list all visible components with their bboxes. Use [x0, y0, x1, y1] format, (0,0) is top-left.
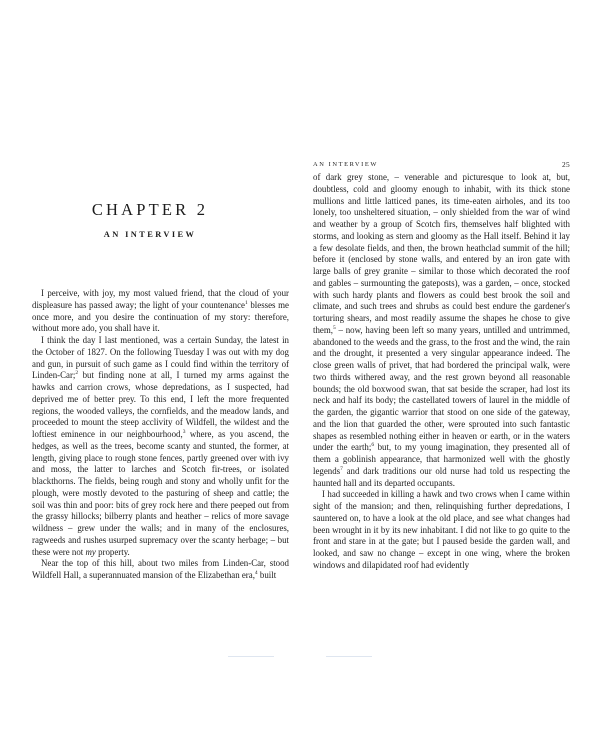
text-run: but finding none at all, I turned my arms against the hawks and carrion crows, whose depredations, as I suspected, had deprived me of better prey. To this end, I left the more frequented regions, the wooded valleys, the cornfields, and the meadow lands, and proceeded to mount the steep acclivity of Wildfell, the wildest and the loftiest eminence in our neighbourhood, — [32, 370, 289, 439]
text-run: blesses me once more, and you desire the continuation of my story: therefore, without more ado, you shall have it. — [32, 299, 289, 334]
emphasis-text: my — [85, 546, 96, 557]
footnote-marker: 3 — [182, 429, 186, 436]
text-run: Near the top of this hill, about two miles from Linden-Car, stood Wildfell Hall, a superannuated mansion of the Elizabethan era, — [32, 558, 289, 580]
footnote-marker: 1 — [244, 299, 248, 306]
text-run: I perceive, with joy, my most valued friend, that the cloud of your displeasure has passed away; the light of your countenance — [32, 288, 289, 310]
running-head: AN INTERVIEW — [313, 161, 379, 168]
left-page-body — [32, 288, 289, 582]
footnote-marker: 5 — [332, 324, 336, 331]
paragraph — [32, 335, 289, 558]
text-run: and dark traditions our old nurse had told us respecting the haunted hall and its departed occupants. — [313, 465, 570, 488]
text-run: of dark grey stone, – venerable and picturesque to look at, but, doubtless, cold and gloomy enough to inhabit, with its thick stone mullions and little latticed panes, its time-eaten airholes, and its too lonely, too unsheltered situation, – only shielded from the war of wind and weather by a group of Scotch firs, themselves half blighted with storms, and looking as stern and gloomy as the Hall itself. Behind it lay a few desolate fields, and then, the brown heathclad summit of the hill; before it (enclosed by stone walls, and entered by an iron gate with large balls of grey granite – similar to those which decorated the roof and gables – surmounting the gateposts), was a garden, – once, stocked with such hardy plants and flowers as could best brook the soil and climate, and such trees and shrubs as could best endure the gardener's torturing shears, and most readily assume the shapes he chose to give them, — [313, 172, 570, 335]
text-run: I had succeeded in killing a hawk and two crows when I came within sight of the mansion; and then, relinquishing further depredations, I sauntered on, to have a look at the old place, and see what changes had been wrought in it by its new inhabitant. I did not like to go quite to the front and stare in at the gate; but I paused beside the garden wall, and looked, and saw no change – except in one wing, where the broken windows and dilapidated roof had evidently — [313, 489, 570, 570]
scan-artifact-line — [326, 656, 372, 657]
text-run: but, to my young imagination, they presented all of them a goblinish appearance, that harmonized well with the ghostly legends — [313, 442, 570, 476]
footnote-marker: 2 — [75, 370, 79, 377]
right-page-body — [313, 172, 570, 572]
right-page — [300, 0, 600, 750]
text-run: – now, having been left so many years, untilled and untrimmed, abandoned to the weeds and the grass, to the frost and the wind, the rain and the drought, it presented a very singular appearance indeed. The close green walls of privet, that had bordered the principal walk, were two thirds withered away, and the rest grown beyond all reasonable bounds; the old boxwood swan, that sat beside the scraper, had lost its neck and half its body; the castellated towers of laurel in the middle of the garden, the gigantic warrior that stood on one side of the gateway, and the lion that guarded the other, were sprouted into such fantastic shapes as resembled nothing either in heaven or earth, or in the waters under the earth; — [313, 324, 570, 453]
paragraph — [32, 558, 289, 582]
text-run: where, as you ascend, the hedges, as well as the trees, become scanty and stunted, the former, at length, giving place to rough stone fences, partly greened over with ivy and moss, the latter to larches and Scotch fir-trees, or isolated blackthorns. The fields, being rough and stony and wholly unfit for the plough, were mostly devoted to the pasturing of sheep and cattle; the soil was thin and poor: bits of grey rock here and there peeped out from the grassy hillocks; bilberry plants and heather – relics of more savage wildness – grew under the walls; and in many of the enclosures, ragweeds and rushes usurped supremacy over the scanty herbage; – but these were not — [32, 429, 289, 557]
text-run: property. — [95, 546, 130, 557]
footnote-marker: 7 — [340, 465, 343, 472]
paragraph — [32, 288, 289, 335]
text-run: I think the day I last mentioned, was a certain Sunday, the latest in the October of 1827. On the following Tuesday I was out with my dog and gun, in pursuit of such game as I could find within the territory of Linden-Car; — [32, 335, 289, 381]
chapter-title: CHAPTER 2 — [91, 200, 209, 219]
text-run: built — [257, 570, 277, 580]
scan-artifact-line — [228, 656, 274, 657]
paragraph — [313, 489, 570, 571]
chapter-subtitle: AN INTERVIEW — [103, 230, 197, 239]
footnote-marker: 4 — [254, 570, 258, 577]
footnote-marker: 6 — [371, 442, 375, 449]
paragraph — [313, 172, 570, 489]
page-number: 25 — [562, 160, 570, 169]
